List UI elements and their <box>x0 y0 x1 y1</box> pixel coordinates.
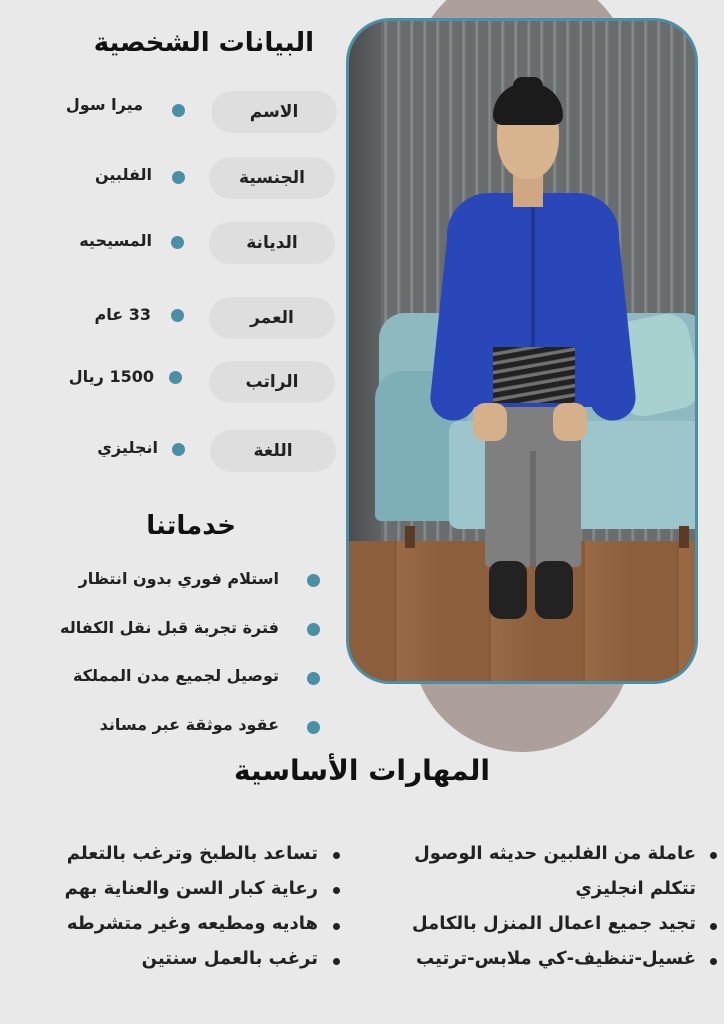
bullet-dot <box>171 236 184 249</box>
skill-item: ترغب بالعمل سنتين <box>141 948 318 969</box>
bullet-dot <box>172 171 185 184</box>
service-item: عقود موثقة عبر مساند <box>99 715 279 734</box>
value-age: 33 عام <box>94 305 151 324</box>
bullet-dot <box>710 958 717 965</box>
skills-title: المهارات الأساسية <box>234 754 490 787</box>
service-item: استلام فوري بدون انتظار <box>78 569 279 588</box>
label-nationality: الجنسية <box>209 157 335 199</box>
label-language: اللغة <box>210 430 336 472</box>
bullet-dot <box>333 923 340 930</box>
value-salary: 1500 ريال <box>68 367 154 386</box>
value-name: ميرا سول <box>65 95 143 114</box>
bullet-dot <box>171 309 184 322</box>
value-nationality: الفلبين <box>95 165 152 184</box>
service-item: فترة تجربة قبل نقل الكفاله <box>59 618 279 637</box>
bullet-dot <box>307 623 320 636</box>
skill-item: عاملة من الفلبين حديثه الوصول <box>414 843 696 864</box>
skill-item: تتكلم انجليزي <box>575 878 696 899</box>
label-salary: الراتب <box>209 361 335 403</box>
bullet-dot <box>333 958 340 965</box>
label-religion: الديانة <box>209 222 335 264</box>
label-age: العمر <box>209 297 335 339</box>
bullet-dot <box>169 371 182 384</box>
value-language: انجليزي <box>97 438 158 457</box>
photo-person <box>349 21 695 681</box>
bullet-dot <box>333 852 340 859</box>
bullet-dot <box>333 887 340 894</box>
bullet-dot <box>710 923 717 930</box>
bullet-dot <box>307 672 320 685</box>
personal-data-title: البيانات الشخصية <box>93 28 314 58</box>
skill-item: غسيل-تنظيف-كي ملابس-ترتيب <box>416 948 696 969</box>
skill-item: تجيد جميع اعمال المنزل بالكامل <box>411 913 696 934</box>
services-title: خدماتنا <box>146 511 236 541</box>
label-name: الاسم <box>211 91 337 133</box>
bullet-dot <box>710 852 717 859</box>
skill-item: هاديه ومطيعه وغير متشرطه <box>66 913 318 934</box>
bullet-dot <box>172 104 185 117</box>
bullet-dot <box>307 574 320 587</box>
skill-item: تساعد بالطبخ وترغب بالتعلم <box>66 843 318 864</box>
value-religion: المسيحيه <box>79 231 152 250</box>
bullet-dot <box>307 721 320 734</box>
worker-photo <box>346 18 698 684</box>
skill-item: رعاية كبار السن والعناية بهم <box>64 878 318 899</box>
bullet-dot <box>172 443 185 456</box>
service-item: توصيل لجميع مدن المملكة <box>72 666 279 685</box>
